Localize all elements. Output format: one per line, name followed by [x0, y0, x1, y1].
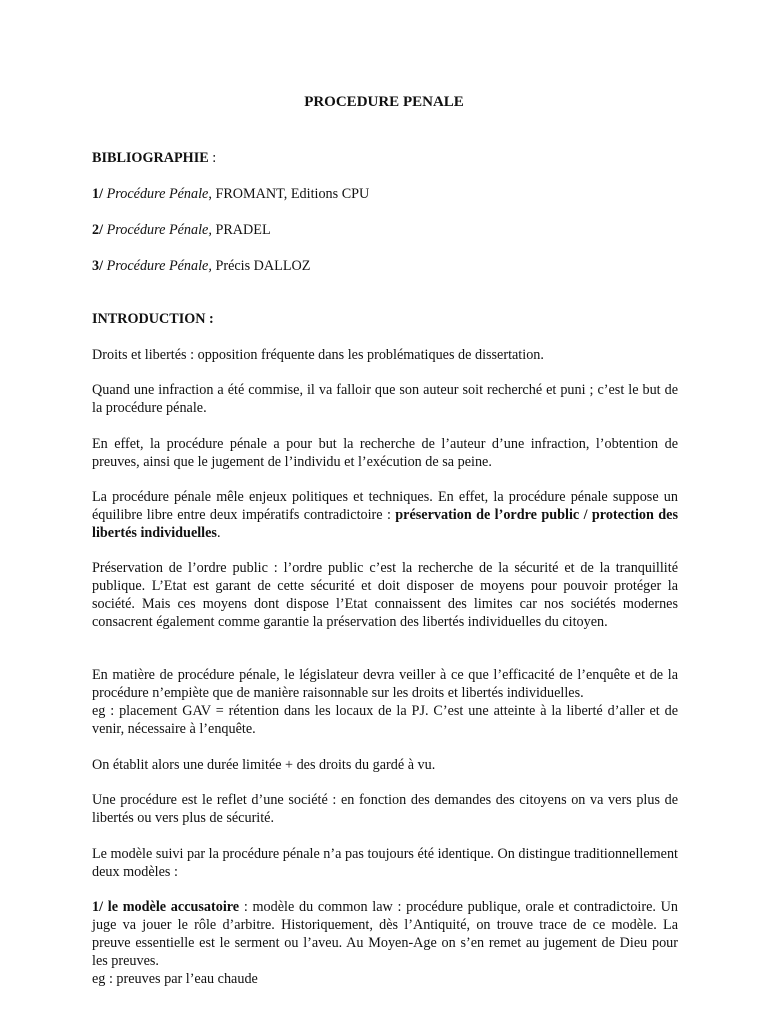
bibliography-item-details: PRADEL [211, 222, 271, 238]
bibliography-heading-label: BIBLIOGRAPHIE [92, 150, 209, 166]
bibliography-item-number: 1/ [92, 186, 104, 202]
paragraph-8: Une procédure est le reflet d’une société : en fonction des demandes des citoyens on va vers plus de libertés ou vers plus de sécurité. [92, 792, 678, 826]
paragraph-4-text: La procédure pénale mêle enjeux politiques et techniques. En effet, la procédure pénale suppose un équilibre libre entre deux impératifs contradictoire : [92, 489, 678, 523]
bibliography-item-title: Procédure Pénale, [106, 222, 212, 238]
paragraph-7: On établit alors une durée limitée + des droits du gardé à vu. [92, 757, 436, 773]
paragraph-6 [92, 666, 678, 738]
bibliography-item-1 [92, 185, 678, 203]
bibliography-item-details: , FROMANT, Editions CPU [208, 186, 370, 202]
paragraph-10-text: : modèle du common law : procédure publique, orale et contradictoire. Un juge va jouer le rôle d’arbitre. Historiquement, dès l’Antiquité, on trouve trace de ce modèle. La preuve essentielle est le serment ou l’aveu. Au Moyen-Age on s’en remet au jugement de Dieu pour les preuves. [92, 899, 679, 969]
bibliography-item-number: 2/ [92, 222, 104, 238]
paragraph-3: En effet, la procédure pénale a pour but la recherche de l’auteur d’une infraction, l’obtention de preuves, ainsi que le jugement de l’individu et l’exécution de sa peine. [92, 436, 678, 470]
bibliography-item-title: Procédure Pénale [106, 186, 209, 202]
bibliography-item-title: Procédure Pénale, [106, 258, 212, 274]
paragraph-6-text: En matière de procédure pénale, le législateur devra veiller à ce que l’efficacité de l’enquête et de la procédure n’empiète que de manière raisonnable sur les droits et libertés individuelles. [92, 667, 678, 701]
paragraph-2: Quand une infraction a été commise, il va falloir que son auteur soit recherché et puni ; c’est le but de la procédure pénale. [92, 382, 678, 416]
document-title: PROCEDURE PENALE [304, 94, 464, 110]
paragraph-5: Préservation de l’ordre public : l’ordre public c’est la recherche de la sécurité et de la tranquillité publique. L’Etat est garant de cette sécurité et doit disposer de moyens pour pouvoir protéger la société. Mais ces moyens dont dispose l’Etat connaissent des limites car nos sociétés modernes consacrent également comme garantie la préservation des libertés individuelles du citoyen. [92, 560, 678, 630]
bibliography-item-details: Précis DALLOZ [211, 258, 311, 274]
bibliography-item-2 [92, 221, 678, 239]
paragraph-10-heading: 1/ le modèle accusatoire [92, 899, 240, 915]
paragraph-6-example: eg : placement GAV = rétention dans les locaux de la PJ. C’est une atteinte à la liberté d’aller et de venir, nécessaire à l’enquête. [92, 703, 678, 737]
introduction-heading: INTRODUCTION : [92, 311, 214, 327]
paragraph-1: Droits et libertés : opposition fréquente dans les problématiques de dissertation. [92, 347, 544, 363]
paragraph-10 [92, 898, 678, 988]
paragraph-4 [92, 488, 678, 542]
bibliography-heading-colon: : [208, 150, 217, 166]
paragraph-4-end: . [216, 525, 221, 541]
paragraph-9: Le modèle suivi par la procédure pénale n’a pas toujours été identique. On distingue traditionnellement deux modèles : [92, 846, 678, 880]
bibliography-item-3 [92, 257, 678, 275]
paragraph-4-emphasis: préservation de l’ordre public / protection des libertés individuelles [92, 507, 678, 541]
paragraph-10-example: eg : preuves par l’eau chaude [92, 971, 258, 987]
bibliography-item-number: 3/ [92, 258, 104, 274]
bibliography-heading [92, 149, 678, 167]
